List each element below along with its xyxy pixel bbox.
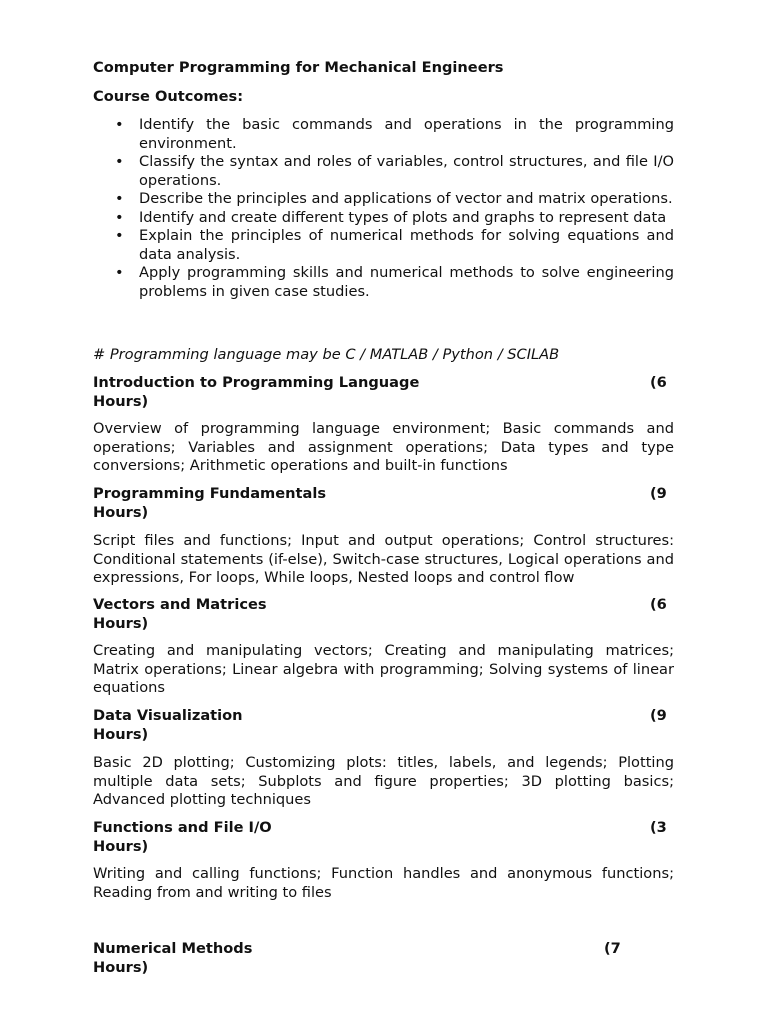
section-title: Programming Fundamentals: [93, 485, 327, 502]
outcome-item: • Explain the principles of numerical methods for solving equations and data analysis.: [93, 227, 674, 264]
section-hours-close: Hours): [93, 392, 149, 410]
outcomes-list: [93, 116, 674, 301]
section-heading: [93, 485, 674, 522]
outcome-item: • Apply programming skills and numerical methods to solve engineering problems in given case studies.: [93, 264, 674, 301]
section-heading: [93, 940, 674, 977]
section-heading: [93, 374, 674, 411]
outcomes-heading: Course Outcomes:: [93, 88, 244, 105]
section-title: Functions and File I/O: [93, 819, 272, 836]
outcome-item: • Identify and create different types of plots and graphs to represent data: [93, 209, 674, 228]
section-title: Vectors and Matrices: [93, 596, 267, 613]
section-hours-open: (3: [650, 819, 667, 836]
section-title: Data Visualization: [93, 707, 243, 724]
section-body: Creating and manipulating vectors; Creating and manipulating matrices; Matrix operations; Linear algebra with programming; Solving systems of linear equations: [93, 642, 674, 696]
language-note: # Programming language may be C / MATLAB / Python / SCILAB: [93, 346, 560, 363]
section-body: Basic 2D plotting; Customizing plots: titles, labels, and legends; Plotting multiple data sets; Subplots and figure properties; 3D plotting basics; Advanced plotting techniques: [93, 754, 674, 808]
section-hours-open: (7: [604, 940, 621, 957]
section-hours-open: (6: [650, 374, 667, 391]
section-heading: [93, 819, 674, 856]
section-hours-open: (6: [650, 596, 667, 613]
section-hours-close: Hours): [93, 503, 149, 521]
outcome-item: • Describe the principles and applications of vector and matrix operations.: [93, 190, 674, 209]
section-hours-close: Hours): [93, 725, 149, 743]
section-heading: [93, 707, 674, 744]
section-body: Overview of programming language environment; Basic commands and operations; Variables and assignment operations; Data types and type conversions; Arithmetic operations and built-in functions: [93, 420, 674, 474]
section-body: Writing and calling functions; Function handles and anonymous functions; Reading from and writing to files: [93, 865, 674, 901]
section-body: Script files and functions; Input and output operations; Control structures: Conditional statements (if-else), Switch-case structures, Logical operations and expressions, For loops, While loops, Nested loops and control flow: [93, 532, 674, 586]
section-hours-open: (9: [650, 707, 667, 724]
outcome-item: • Identify the basic commands and operations in the programming environment.: [93, 116, 674, 153]
section-hours-close: Hours): [93, 614, 149, 632]
outcome-item: • Classify the syntax and roles of variables, control structures, and file I/O operations.: [93, 153, 674, 190]
section-hours-close: Hours): [93, 958, 149, 976]
section-hours-open: (9: [650, 485, 667, 502]
section-title: Introduction to Programming Language: [93, 374, 420, 391]
section-heading: [93, 596, 674, 633]
section-hours-close: Hours): [93, 837, 149, 855]
course-title: Computer Programming for Mechanical Engineers: [93, 59, 504, 76]
section-title: Numerical Methods: [93, 940, 253, 957]
